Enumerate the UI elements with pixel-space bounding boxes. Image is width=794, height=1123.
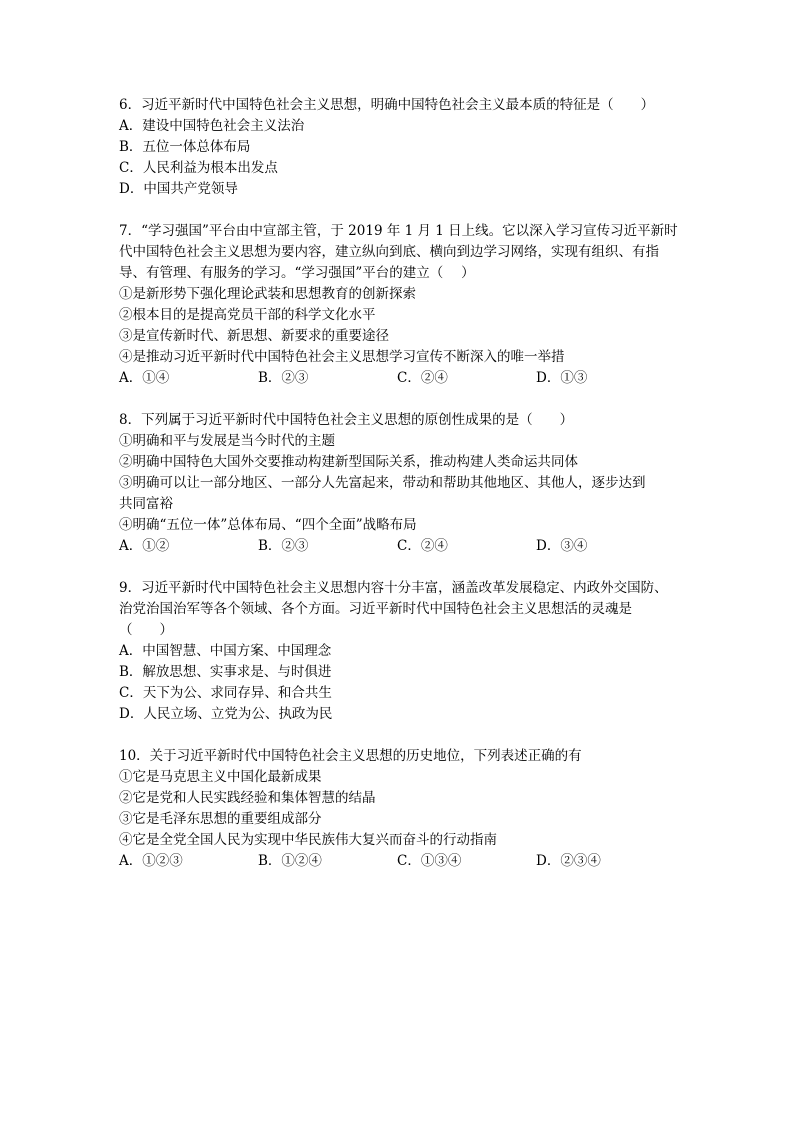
- question-option: ①是新形势下强化理论武装和思想教育的创新探索: [119, 286, 416, 302]
- question-stem-line: 8．下列属于习近平新时代中国特色社会主义思想的原创性成果的是（ ）: [119, 412, 574, 428]
- question-option: ④是推动习近平新时代中国特色社会主义思想学习宣传不断深入的唯一举措: [119, 349, 565, 365]
- question-option: ④明确“五位一体”总体布局、“四个全面”战略布局: [119, 517, 417, 533]
- question-list: [119, 95, 689, 893]
- answer-choices-row: [119, 368, 689, 389]
- question-option: D．人民立场、立党为公、执政为民: [119, 706, 333, 722]
- answer-choice: C．②④: [397, 538, 448, 554]
- answer-choices-row: [119, 851, 689, 872]
- question-stem-line: 6．习近平新时代中国特色社会主义思想，明确中国特色社会主义最本质的特征是（ ）: [119, 97, 655, 113]
- question-6: [119, 95, 689, 200]
- question-option: A．建设中国特色社会主义法治: [119, 118, 305, 134]
- answer-choices-row: [119, 536, 689, 557]
- question-stem-line: 7．“学习强国”平台由中宣部主管，于 2019 年 1 月 1 日上线。它以深入学习宣传习近平新时: [119, 223, 678, 239]
- question-stem-line: 10．关于习近平新时代中国特色社会主义思想的历史地位，下列表述正确的有: [119, 748, 582, 764]
- question-9: [119, 578, 689, 725]
- question-option: 共同富裕: [119, 496, 173, 512]
- question-option: D．中国共产党领导: [119, 181, 238, 197]
- question-stem-line: 导、有管理、有服务的学习。“学习强国”平台的建立（ ）: [119, 265, 475, 281]
- question-option: B．五位一体总体布局: [119, 139, 251, 155]
- question-option: B．解放思想、实事求是、与时俱进: [119, 664, 332, 680]
- answer-choice: D．①③: [536, 370, 588, 386]
- answer-choice: C．①③④: [397, 853, 462, 869]
- question-option: A．中国智慧、中国方案、中国理念: [119, 643, 332, 659]
- question-option: ②它是党和人民实践经验和集体智慧的结晶: [119, 790, 376, 806]
- question-option: C．天下为公、求同存异、和合共生: [119, 685, 332, 701]
- answer-choice: D．③④: [536, 538, 588, 554]
- answer-choice: B．②③: [258, 538, 309, 554]
- question-option: ③是宣传新时代、新思想、新要求的重要途径: [119, 328, 389, 344]
- question-8: [119, 410, 689, 557]
- question-option: ①明确和平与发展是当今时代的主题: [119, 433, 335, 449]
- question-option: ①它是马克思主义中国化最新成果: [119, 769, 322, 785]
- question-7: [119, 221, 689, 389]
- question-option: ③它是毛泽东思想的重要组成部分: [119, 811, 322, 827]
- answer-choice: D．②③④: [536, 853, 601, 869]
- question-option: ④它是全党全国人民为实现中华民族伟大复兴而奋斗的行动指南: [119, 832, 497, 848]
- question-stem-line: （ ）: [119, 622, 173, 638]
- question-stem-line: 代中国特色社会主义思想为要内容，建立纵向到底、横向到边学习网络，实现有组织、有指: [119, 244, 659, 260]
- question-stem-line: 治党治国治军等各个领域、各个方面。习近平新时代中国特色社会主义思想活的灵魂是: [119, 601, 632, 617]
- answer-choice: B．②③: [258, 370, 309, 386]
- answer-choice: A．①④: [119, 370, 170, 386]
- answer-choice: B．①②④: [258, 853, 322, 869]
- answer-choice: C．②④: [397, 370, 448, 386]
- question-option: ②根本目的是提高党员干部的科学文化水平: [119, 307, 376, 323]
- question-10: [119, 746, 689, 872]
- question-option: ②明确中国特色大国外交要推动构建新型国际关系，推动构建人类命运共同体: [119, 454, 578, 470]
- question-option: ③明确可以让一部分地区、一部分人先富起来，带动和帮助其他地区、其他人，逐步达到: [119, 475, 646, 491]
- answer-choice: A．①②③: [119, 853, 183, 869]
- question-option: C．人民利益为根本出发点: [119, 160, 278, 176]
- question-stem-line: 9．习近平新时代中国特色社会主义思想内容十分丰富，涵盖改革发展稳定、内政外交国防、: [119, 580, 668, 596]
- answer-choice: A．①②: [119, 538, 170, 554]
